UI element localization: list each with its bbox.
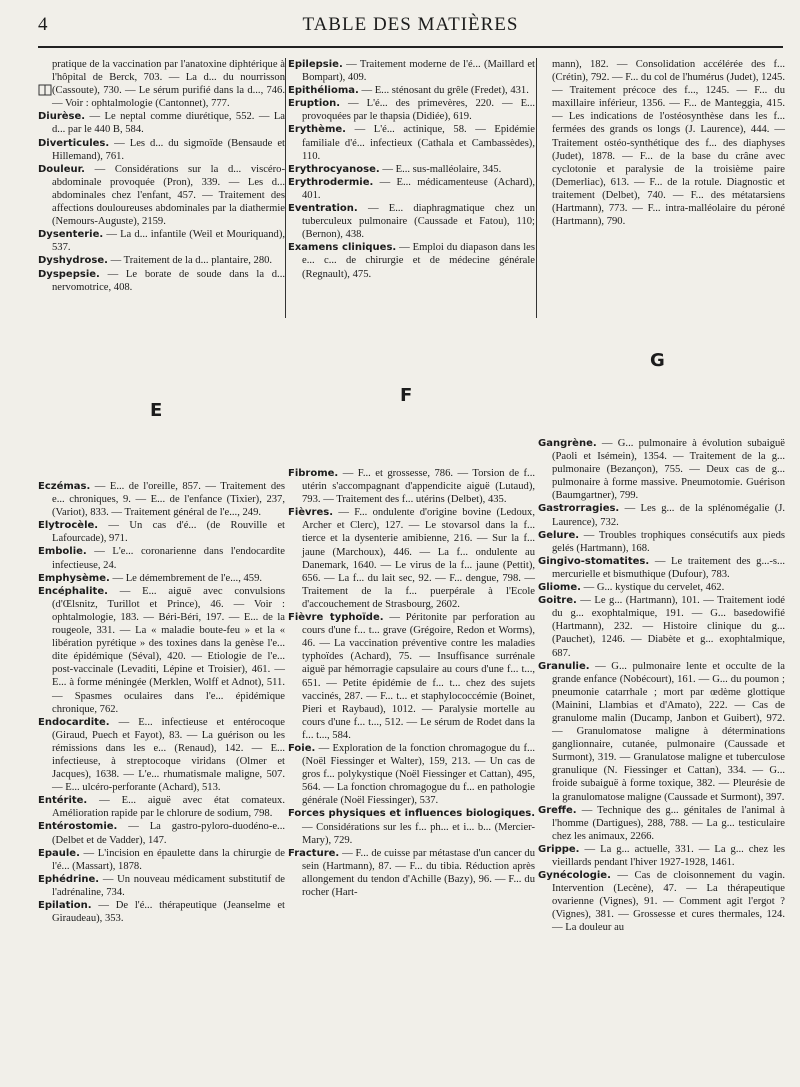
lower-column-c (538, 437, 785, 935)
index-entry (288, 847, 535, 899)
index-entry (38, 873, 285, 899)
column-rule (536, 58, 537, 318)
entry-text: — Les g... de la splénomégalie (J. Laurence), 732. (552, 503, 785, 528)
entry-heading: Gangrène. (538, 438, 597, 449)
entry-text: — Le borate de soude dans la d... nervomotrice, 408. (52, 268, 286, 293)
entry-text: — Cas de cloisonnement du vagin. Intervention (Lecène), 47. — La thérapeutique ovarienne (Vignes), 91. — Comment agit l'ergot ? (Vignes), 381. — Grossesse et cures thermales, 124. — La douleur au (552, 870, 785, 934)
entry-text: — Considérations sur les f... ph... et i... b... (Mercier-Mary), 729. (302, 821, 535, 846)
entry-heading: Gliome. (538, 582, 581, 594)
index-entry (38, 519, 285, 545)
index-entry (538, 437, 785, 502)
top-column-a (38, 58, 285, 294)
index-entry (538, 804, 785, 843)
entry-heading: Epaule. (38, 847, 80, 859)
entry-text: — E... sus-malléolaire, 345. (382, 163, 502, 175)
entry-heading: Embolie. (38, 546, 87, 558)
entry-text: — Le démembrement de l'e..., 459. (112, 572, 263, 584)
column-rule (285, 58, 286, 318)
entry-heading: Eczémas. (38, 481, 91, 492)
index-entry (38, 847, 285, 873)
entry-heading: Granulie. (538, 660, 590, 672)
index-entry (538, 581, 785, 594)
entry-text: — Traitement moderne de l'é... (Maillard et Bompart), 409. (302, 59, 536, 84)
entry-heading: Examens cliniques. (288, 242, 397, 254)
entry-heading: Dyshydrose. (38, 255, 108, 267)
index-entry (538, 58, 785, 228)
entry-heading: Elytrocèle. (38, 520, 99, 532)
entry-heading: Fièvre typhoïde. (288, 612, 384, 624)
entry-heading: Epithélioma. (288, 85, 359, 97)
entry-text: — La d... infantile (Weil et Mouriquand), 537. (52, 229, 285, 254)
entry-heading: Entérite. (38, 795, 88, 807)
index-entry (288, 202, 535, 241)
index-entry (288, 123, 535, 162)
section-letter-g: G (650, 350, 665, 371)
lower-column-b (288, 467, 535, 899)
entry-heading: Erythrocyanose. (288, 163, 380, 175)
entry-text: — E... infectieuse et entérocoque (Giraud, Puech et Fayot), 83. — La guérison ou les rémissions dans les e... (Renaud), 142. — E... infectieuse, à streptocoque viridans (Olmer et Jacques), 1638. — L'e... rhumatismale maligne, 507. — E... ulcéro-perforante (Achard), 513. (52, 716, 285, 794)
index-entry (38, 572, 285, 585)
index-entry (288, 163, 535, 176)
entry-text: — De l'é... thérapeutique (Jeanselme et Giraudeau), 353. (52, 900, 285, 925)
index-entry (38, 820, 285, 846)
entry-text: — Un cas d'é... (de Rouville et Lafourcade), 971. (52, 520, 285, 545)
entry-heading: Erythrodermie. (288, 176, 374, 188)
entry-text: — E... de l'oreille, 857. — Traitement des e... chroniques, 9. — E... de l'enfance (Tixier), 237, (Variot), 833. — Traitement général de l'e..., 249. (52, 481, 285, 519)
entry-heading: Goitre. (538, 595, 577, 607)
index-entry (38, 268, 285, 294)
index-entry (38, 137, 285, 163)
lower-column-a (38, 480, 285, 925)
entry-text: — G... pulmonaire à évolution subaiguë (Paoli et Isémein), 1354. — Traitement de la g... pulmonaire (Bezançon), 755. — Deux cas de g... pulmonaire à forme massive. Pneumotomie. Guérison (Baumgartner), 799. (552, 438, 785, 502)
entry-text: — Péritonite par perforation au cours d'une f... t... grave (Grégoire, Redon et Worms), 46. — La vaccination préventive contre les maladies typhoïdes (Achard), 75. — Insuffisance surrénale aiguë par hémorragie capsulaire au cours d'une f... t..., 651. — Petite épidémie de f... t... chez des sujets vaccinés, 287. — F... t... et staphylococcémie (Boinet, Pieri et Raybaud), 1012. — Paralysie mortelle au cours d'une f... t..., 512. — Le sérum de Rodet dans la f... t..., 584. (302, 612, 536, 741)
index-entry (538, 660, 785, 804)
index-entry (38, 716, 285, 795)
entry-heading: Forces physiques et influences biologiques. (288, 808, 535, 820)
index-entry (38, 899, 285, 925)
entry-text: — Traitement de la d... plantaire, 280. (110, 255, 273, 267)
entry-heading: Eventration. (288, 203, 358, 215)
entry-heading: Gastrorragies. (538, 503, 620, 515)
index-entry (538, 555, 785, 581)
entry-text: — Considérations sur la d... viscéro-abdominale provoquée (Pron), 339. — Les d... abdominales chez l'enfant, 457. — Traitement des affections douloureuses abdominales par la diathermie (Nemours-Auguste), 2159. (52, 163, 285, 228)
index-entry (288, 176, 535, 202)
entry-text: — Technique des g... génitales de l'animal à l'homme (Dartigues), 288, 788. — La g... testiculaire chez les animaux, 2266. (552, 804, 785, 842)
entry-text: pratique de la vaccination par l'anatoxine diphtérique à l'hôpital de Berck, 703. — La d... du nourrisson (Cassoute), 730. — Le sérum purifié dans la d..., 746. — Voir : ophtalmologie (Cantonnet), 777. (52, 59, 285, 110)
entry-text: — Le g... (Hartmann), 101. — Traitement iodé du g... exophtalmique, 191. — G... basedowifié (Hartmann), 232. — Histoire clinique du g... (Pauchet), 1246. — Diabète et g... exophtalmique, 687. (552, 595, 785, 659)
entry-text: — L'é... des primevères, 220. — E... provoquées par le thapsia (Didiée), 619. (302, 98, 535, 123)
index-entry (288, 807, 535, 846)
index-entry (288, 611, 535, 742)
section-letter-f: F (400, 385, 413, 406)
entry-text: — F... ondulente d'origine bovine (Ledoux, Archer et Clerc), 127. — Le stovarsol dans la f... tierce et la dysenterie amibienne, 216. — Sur la f... jaune (Marchoux), 446. — La f... ondulente au Danemark, 1640. — Le virus de la f... jaune (Pettit), 656. — La f... du lait sec, 92. — F... dengue, 798. — Traitement de la f... puerpérale à l'Ecole d'accouchement de Strasbourg, 2602. (302, 507, 535, 610)
index-entry (538, 843, 785, 869)
entry-text: — Un nouveau médicament substitutif de l'adrénaline, 734. (52, 873, 285, 898)
entry-text: — L'é... actinique, 58. — Epidémie familiale d'é... infectieux (Cathala et Cambassèdes), 110. (302, 124, 535, 162)
entry-heading: Diverticules. (38, 137, 110, 149)
index-entry (38, 254, 285, 267)
entry-text: — E... aiguë avec convulsions (d'Œlsnitz, Turillot et Prince), 46. — Voir : ophtalmologie, 183. — Béri-Béri, 197. — E... de la rougeole, 331. — La « maladie boute-feu » et la « libération pyrétique » des toxines dans la genèse l'e... dite épidémique (Séval), 420. — Etiologie de l'e... post-vaccinale (Levaditi, Lépine et Troisier), 461. — E... à forme méningée (Merklen, Wolff et Adnot), 511. — Spasmes oculaires dans l'e... épidémique chronique, 762. (52, 585, 285, 715)
entry-text: — E... aiguë avec état comateux. Amélioration rapide par le chlorure de sodium, 798. (52, 795, 285, 820)
index-entry (288, 58, 535, 84)
entry-heading: Epilepsie. (288, 59, 343, 70)
entry-text: — La gastro-pyloro-duodéno-e... (Delbet et de Vadder), 147. (52, 821, 285, 846)
entry-heading: Grippe. (538, 843, 580, 855)
entry-text: — L'incision en épaulette dans la chirurgie de l'é... (Massart), 1878. (52, 847, 285, 872)
entry-text: — E... sténosant du grêle (Fredet), 431. (361, 85, 529, 97)
entry-heading: Entérostomie. (38, 821, 118, 833)
index-entry (538, 869, 785, 934)
index-entry (288, 97, 535, 123)
entry-text: — La g... actuelle, 331. — La g... chez les vieillards pendant l'hiver 1927-1928, 1461. (552, 843, 785, 868)
entry-text: — Emploi du diapason dans les e... c... de chirurgie et de médecine générale (Regnault), 475. (302, 242, 535, 280)
index-entry (288, 241, 535, 280)
index-entry (38, 110, 285, 136)
entry-text: — L'e... coronarienne dans l'endocardite infectieuse, 24. (52, 546, 286, 571)
index-entry (38, 58, 285, 110)
index-entry (38, 585, 285, 716)
entry-text: — Le neptal comme diurétique, 552. — La d... par le 440 B, 584. (52, 111, 285, 136)
index-entry (538, 529, 785, 555)
entry-text: — F... de cuisse par métastase d'un cancer du sein (Hartmann), 87. — F... du tibia. Réduction après allongement du tendon d'Achille (Bazy), 96. — F... du rocher (Hart- (302, 847, 535, 898)
entry-heading: Fracture. (288, 847, 340, 859)
entry-heading: Dysenterie. (38, 229, 104, 241)
top-column-b (288, 58, 535, 281)
entry-heading: Encéphalite. (38, 585, 108, 597)
entry-heading: Ephédrine. (38, 873, 100, 885)
entry-text: — Troubles trophiques consécutifs aux pieds gelés (Hartmann), 168. (552, 529, 785, 554)
entry-text: — E... diaphragmatique chez un tuberculeux pulmonaire (Caussade et Fatou), 110; (Bernon), 438. (302, 203, 535, 241)
entry-heading: Eruption. (288, 98, 341, 110)
page-number: 4 (38, 14, 48, 35)
index-entry (538, 594, 785, 659)
entry-text: mann), 182. — Consolidation accélérée des f... (Crétin), 792. — F... du col de l'humérus (Judet), 1245. — Traitement précoce des f..., 1245. — F... du maxillaire inférieur, 1356. — F... de Manteggia, 415. — Les indications de l'ostéosynthèse dans les f... fermées des grands os longs (J. Laurence), 444. — Traitement ostéo-synthétique des f... des diaphyses (Judet), 1878. — F... de la base du crâne avec cyclotonie et paralysie de la troisième paire (Demerliac), 613. — F... de la rotule. Diagnostic et traitement (Delbet), 740. — F... des métatarsiens (Hartmann), 773. — F... intra-malléolaire du péroné (Hartmann), 790. (552, 59, 785, 228)
index-entry (38, 480, 285, 519)
entry-heading: Fièvres. (288, 507, 334, 519)
page-header (38, 8, 783, 48)
entry-heading: Greffe. (538, 804, 577, 816)
entry-heading: Douleur. (38, 163, 85, 175)
entry-text: — Exploration de la fonction chromagogue du f... (Noël Fiessinger et Walter), 159, 213. — Un cas de gros f... polykystique (Noël Fiessinger et Cattan), 495, 564. — La fonction chromagogue du f... en pathologie générale (Noël Fiessinger), 537. (302, 742, 535, 807)
index-entry (38, 163, 285, 228)
entry-heading: Fibrome. (288, 468, 339, 479)
running-title: TABLE DES MATIÈRES (302, 14, 519, 35)
index-entry (38, 545, 285, 571)
entry-text: — Le traitement des g...-s... mercurielle et bismuthique (Dufour), 783. (552, 555, 786, 580)
entry-heading: Emphysème. (38, 572, 110, 584)
entry-heading: Erythème. (288, 124, 346, 136)
entry-heading: Gingivo-stomatites. (538, 555, 650, 567)
index-entry (38, 794, 285, 820)
entry-text: — F... et grossesse, 786. — Torsion de f... utérin s'accompagnant d'appendicite aiguë (Lutaud), 793. — Traitement des f... utérins (Delbet), 435. (302, 468, 535, 506)
index-entry (288, 84, 535, 97)
entry-heading: Dyspepsie. (38, 268, 100, 280)
section-letter-e: E (150, 400, 163, 421)
entry-heading: Gynécologie. (538, 870, 611, 882)
entry-heading: Foie. (288, 742, 316, 754)
index-entry (288, 506, 535, 611)
index-entry (288, 467, 535, 506)
entry-heading: Gelure. (538, 529, 580, 541)
entry-text: — E... médicamenteuse (Achard), 401. (302, 176, 535, 201)
index-entry (38, 228, 285, 254)
entry-text: — Les d... du sigmoïde (Bensaude et Hillemand), 761. (52, 137, 285, 162)
top-column-c (538, 58, 785, 228)
entry-heading: Epilation. (38, 900, 92, 911)
entry-text: — G... kystique du cervelet, 462. (583, 582, 725, 594)
entry-text: — G... pulmonaire lente et occulte de la grande enfance (Nobécourt), 161. — G... du poumon ; pneumonie catarrhale ; mort par œdème glottique (Mainini, Llambias et d'Amato), 222. — Cas de granulome malin (Ducamp, Janbon et Guibert), 972. — Granulomatose maligne à déterminations ganglionnaire, cutanée, pulmonaire (Caussade et Surmont), 319. — Granulatose maligne et tuberculose granulique (N. Fiessinger et Cattan), 334. — G... froide subaiguë à forme toxique, 382. — Pleurésie de la granulomatose maligne (Caussade et Surmont), 397. (552, 660, 785, 803)
entry-heading: Diurèse. (38, 111, 86, 123)
entry-heading: Endocardite. (38, 716, 110, 728)
index-entry (288, 742, 535, 807)
index-entry (538, 502, 785, 528)
